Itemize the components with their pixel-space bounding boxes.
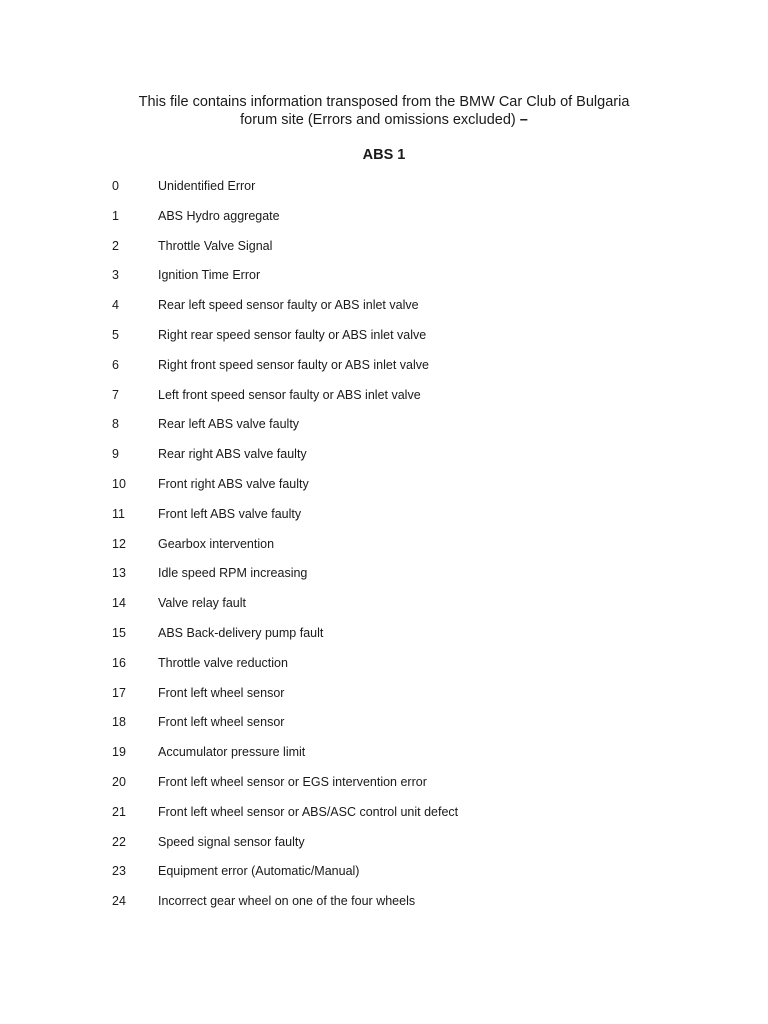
intro-line-2-text: forum site (Errors and omissions excluded) — [240, 112, 516, 128]
code-row — [0, 295, 768, 325]
error-code-number: 13 — [112, 566, 126, 581]
error-code-number: 17 — [112, 685, 126, 700]
error-code-number: 0 — [112, 179, 119, 193]
error-code-description: Incorrect gear wheel on one of the four wheels — [158, 894, 416, 909]
code-row — [0, 385, 768, 415]
error-code-description: ABS Hydro aggregate — [158, 208, 280, 223]
code-row — [0, 176, 768, 206]
error-code-number: 22 — [112, 834, 126, 849]
error-code-description: Right rear speed sensor faulty or ABS inlet valve — [158, 327, 427, 342]
error-code-number: 20 — [112, 774, 126, 789]
error-code-description: ABS Back-delivery pump fault — [158, 625, 324, 640]
code-row — [0, 206, 768, 236]
intro-line-1: This file contains information transposed from the BMW Car Club of Bulgaria — [138, 94, 630, 110]
error-code-description: Rear left ABS valve faulty — [158, 417, 300, 432]
error-code-number: 6 — [112, 357, 119, 372]
error-code-number: 21 — [112, 804, 126, 819]
error-code-number: 18 — [112, 715, 126, 730]
error-code-number: 7 — [112, 387, 119, 402]
code-row — [0, 772, 768, 802]
error-code-description: Speed signal sensor faulty — [158, 834, 305, 849]
code-row — [0, 504, 768, 534]
code-row — [0, 414, 768, 444]
error-code-number: 8 — [112, 417, 119, 432]
error-code-description: Throttle valve reduction — [158, 655, 288, 670]
error-code-description: Ignition Time Error — [158, 268, 261, 283]
intro-dash: – — [519, 112, 528, 128]
code-row — [0, 325, 768, 355]
code-row — [0, 653, 768, 683]
error-code-description: Throttle Valve Signal — [158, 238, 273, 253]
error-code-number: 3 — [112, 268, 119, 283]
code-row — [0, 683, 768, 713]
error-code-description: Rear left speed sensor faulty or ABS inlet valve — [158, 298, 419, 313]
error-code-number: 24 — [112, 894, 126, 909]
section-title: ABS 1 — [362, 147, 406, 163]
code-row — [0, 891, 768, 921]
error-code-description: Accumulator pressure limit — [158, 745, 306, 760]
code-row — [0, 444, 768, 474]
error-code-description: Unidentified Error — [158, 179, 256, 193]
error-code-description: Front left wheel sensor or EGS intervention error — [158, 774, 427, 789]
error-code-description: Idle speed RPM increasing — [158, 566, 308, 581]
code-row — [0, 474, 768, 504]
error-code-description: Left front speed sensor faulty or ABS inlet valve — [158, 387, 421, 402]
error-code-description: Gearbox intervention — [158, 536, 275, 551]
error-code-description: Equipment error (Automatic/Manual) — [158, 864, 360, 879]
error-code-list — [0, 176, 768, 921]
error-code-number: 5 — [112, 327, 119, 342]
error-code-description: Front right ABS valve faulty — [158, 476, 309, 491]
error-code-number: 15 — [112, 625, 126, 640]
code-row — [0, 236, 768, 266]
code-row — [0, 355, 768, 385]
error-code-number: 12 — [112, 536, 126, 551]
code-row — [0, 563, 768, 593]
error-code-number: 14 — [112, 596, 126, 611]
error-code-number: 9 — [112, 447, 119, 462]
error-code-number: 4 — [112, 298, 119, 313]
error-code-description: Front left ABS valve faulty — [158, 506, 302, 521]
code-row — [0, 802, 768, 832]
error-code-number: 11 — [112, 506, 125, 521]
error-code-description: Valve relay fault — [158, 596, 247, 611]
error-code-number: 10 — [112, 476, 126, 491]
error-code-number: 19 — [112, 745, 126, 760]
error-code-number: 1 — [112, 208, 119, 223]
intro-paragraph — [0, 93, 768, 129]
code-row — [0, 534, 768, 564]
code-row — [0, 712, 768, 742]
code-row — [0, 832, 768, 862]
error-code-description: Front left wheel sensor — [158, 715, 285, 730]
intro-line-2 — [0, 111, 768, 129]
code-row — [0, 593, 768, 623]
error-code-description: Front left wheel sensor or ABS/ASC control unit defect — [158, 804, 459, 819]
error-code-number: 23 — [112, 864, 126, 879]
error-code-description: Right front speed sensor faulty or ABS inlet valve — [158, 357, 429, 372]
code-row — [0, 861, 768, 891]
error-code-description: Front left wheel sensor — [158, 685, 285, 700]
error-code-number: 16 — [112, 655, 126, 670]
code-row — [0, 265, 768, 295]
error-code-description: Rear right ABS valve faulty — [158, 447, 307, 462]
code-row — [0, 623, 768, 653]
error-code-number: 2 — [112, 238, 119, 253]
code-row — [0, 742, 768, 772]
